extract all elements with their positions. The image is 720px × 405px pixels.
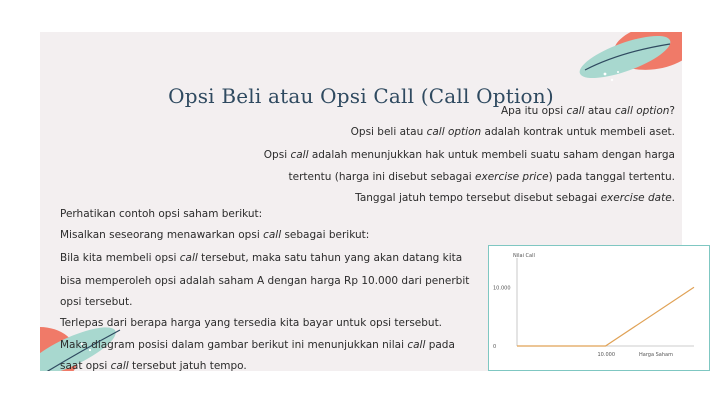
intro-exercise-price: tertentu (harga ini disebut sebagai exercise price) pada tanggal tertentu. bbox=[288, 171, 675, 183]
example-line: Bila kita membeli opsi call tersebut, maka satu tahun yang akan datang kita bbox=[60, 252, 463, 264]
intro-definition: Opsi beli atau call option adalah kontrak untuk membeli aset. bbox=[350, 126, 675, 138]
intro-question: Apa itu opsi call atau call option? bbox=[500, 105, 675, 117]
call-value-chart bbox=[488, 245, 710, 371]
example-line: saat opsi call tersebut jatuh tempo. bbox=[60, 360, 247, 371]
y-tick-label: 10.000 bbox=[493, 285, 511, 292]
y-tick-label: 0 bbox=[493, 344, 497, 350]
example-line: bisa memperoleh opsi adalah saham A dengan harga Rp 10.000 dari penerbit bbox=[60, 275, 470, 287]
intro-exercise-date: Tanggal jatuh tempo tersebut disebut sebagai exercise date. bbox=[355, 192, 675, 204]
x-axis-label: Harga Saham bbox=[639, 352, 673, 358]
example-line: Terlepas dari berapa harga yang tersedia kita bayar untuk opsi tersebut. bbox=[60, 317, 443, 329]
example-heading: Perhatikan contoh opsi saham berikut: bbox=[60, 208, 263, 220]
chart-svg bbox=[489, 246, 708, 369]
series-line bbox=[517, 287, 694, 346]
intro-right-line: Opsi call adalah menunjukkan hak untuk membeli suatu saham dengan harga bbox=[263, 149, 675, 161]
example-line: opsi tersebut. bbox=[60, 296, 133, 308]
x-tick-label: 10.000 bbox=[597, 352, 615, 358]
slide-title: Opsi Beli atau Opsi Call (Call Option) bbox=[168, 84, 554, 108]
example-line: Misalkan seseorang menawarkan opsi call sebagai berikut: bbox=[60, 229, 370, 241]
example-line: Maka diagram posisi dalam gambar berikut ini menunjukkan nilai call pada bbox=[60, 339, 455, 351]
y-axis-label: Nilai Call bbox=[513, 253, 535, 259]
